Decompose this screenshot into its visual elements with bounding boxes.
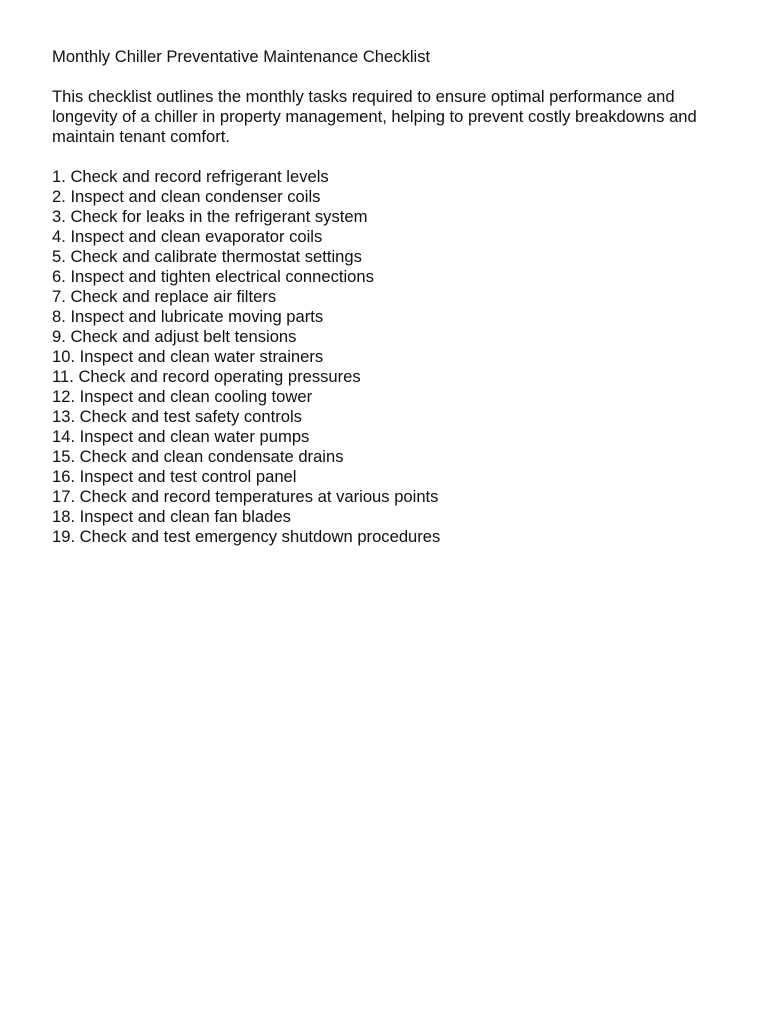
checklist-item: 4. Inspect and clean evaporator coils	[52, 227, 323, 246]
checklist-item: 17. Check and record temperatures at various points	[52, 487, 439, 506]
checklist-item: 15. Check and clean condensate drains	[52, 447, 344, 466]
intro-paragraph: This checklist outlines the monthly tasks required to ensure optimal performance and longevity of a chiller in property management, helping to prevent costly breakdowns and maintain tenant comfort.	[52, 87, 697, 146]
checklist-item: 1. Check and record refrigerant levels	[52, 167, 329, 186]
checklist-item: 7. Check and replace air filters	[52, 287, 277, 306]
checklist-item: 10. Inspect and clean water strainers	[52, 347, 324, 366]
checklist-item: 19. Check and test emergency shutdown procedures	[52, 527, 441, 546]
checklist-item: 6. Inspect and tighten electrical connections	[52, 267, 374, 286]
checklist-item: 3. Check for leaks in the refrigerant system	[52, 207, 368, 226]
checklist-item: 13. Check and test safety controls	[52, 407, 302, 426]
checklist-item: 2. Inspect and clean condenser coils	[52, 187, 321, 206]
checklist-item: 11. Check and record operating pressures	[52, 367, 361, 386]
checklist-item: 16. Inspect and test control panel	[52, 467, 297, 486]
checklist-item: 9. Check and adjust belt tensions	[52, 327, 297, 346]
checklist-item: 14. Inspect and clean water pumps	[52, 427, 310, 446]
checklist-item: 18. Inspect and clean fan blades	[52, 507, 291, 526]
document-page	[52, 47, 732, 547]
checklist-item: 5. Check and calibrate thermostat settings	[52, 247, 362, 266]
maintenance-checklist	[52, 167, 732, 547]
document-title: Monthly Chiller Preventative Maintenance Checklist	[52, 47, 431, 66]
checklist-item: 8. Inspect and lubricate moving parts	[52, 307, 324, 326]
checklist-item: 12. Inspect and clean cooling tower	[52, 387, 313, 406]
